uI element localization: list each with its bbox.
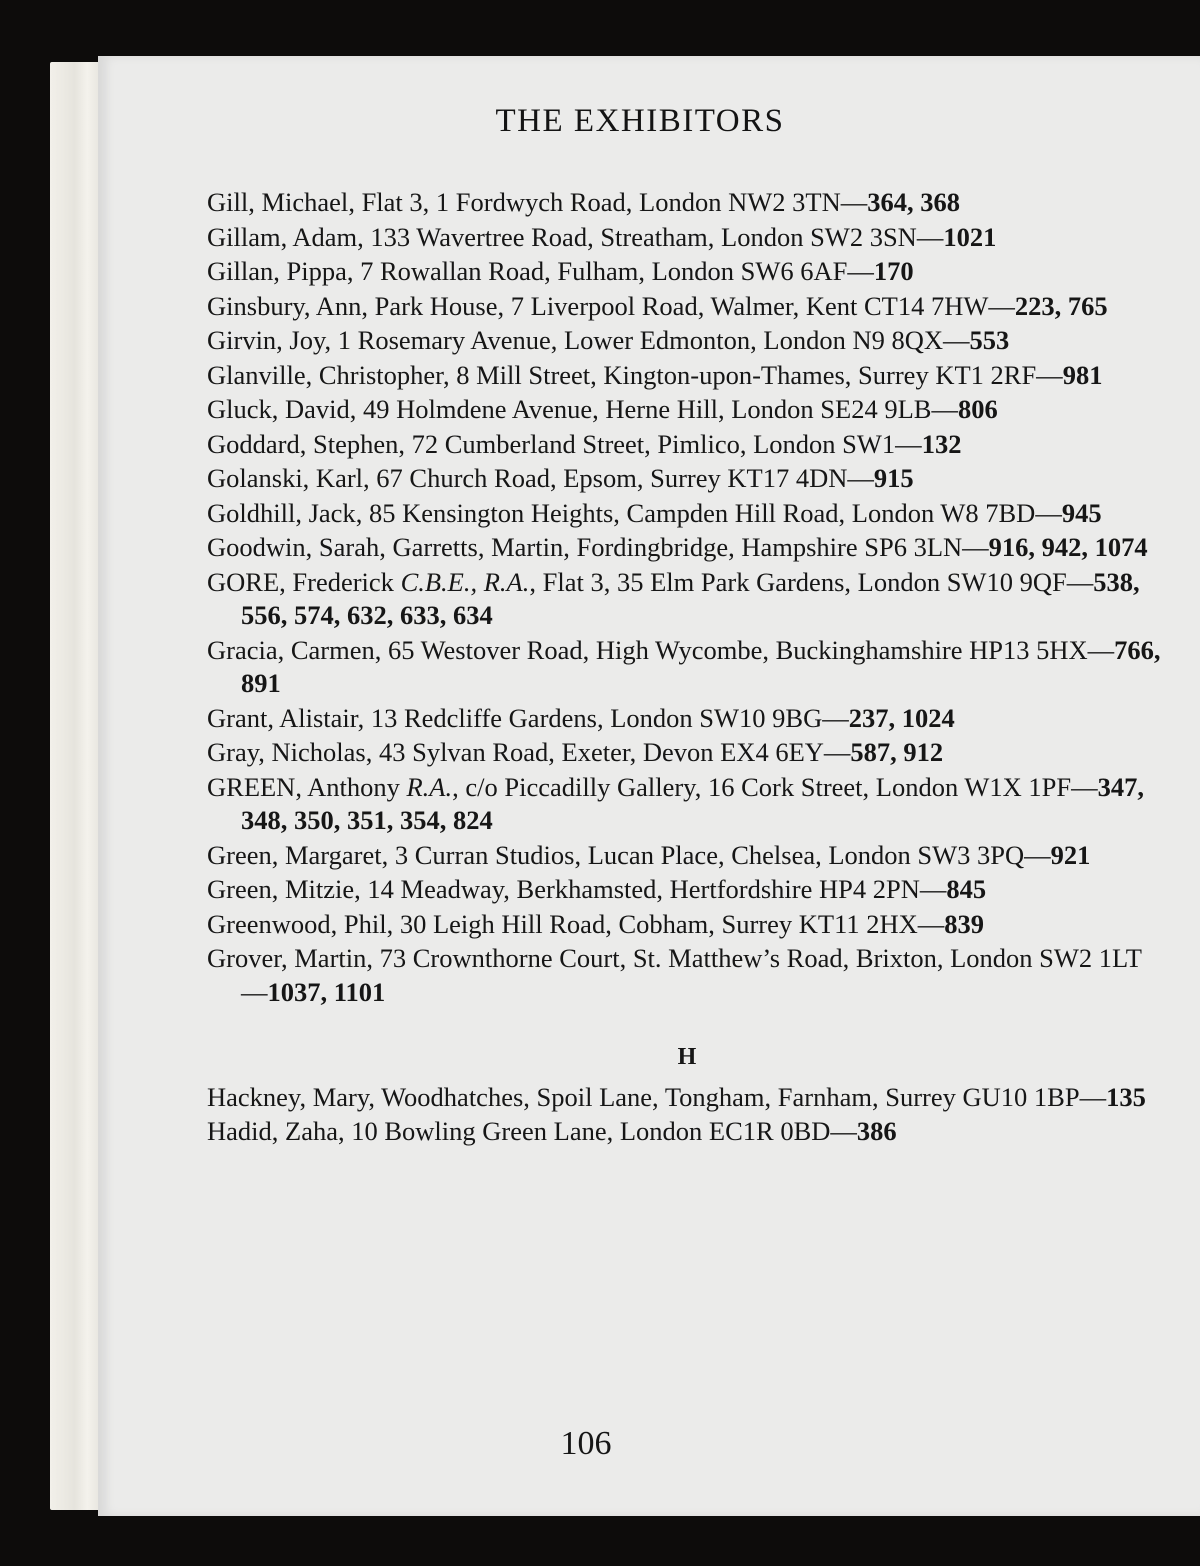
exhibitor-entry	[207, 428, 1167, 462]
catalogue-numbers: 587, 912	[850, 737, 944, 767]
exhibitor-entry	[207, 531, 1167, 565]
exhibitor-entry	[207, 702, 1167, 736]
catalogue-numbers: 766, 891	[241, 634, 1161, 698]
exhibitor-entry	[207, 221, 1167, 255]
exhibitor-name: Girvin, Joy	[207, 325, 325, 355]
exhibitor-list	[207, 186, 1167, 1150]
catalogue-numbers: 916, 942, 1074	[988, 532, 1148, 562]
exhibitor-honours: R.A.	[406, 771, 453, 802]
page-title: THE EXHIBITORS	[495, 103, 785, 139]
exhibitor-name: Hackney, Mary	[207, 1081, 369, 1112]
exhibitor-name: Ginsbury, Ann	[207, 290, 362, 321]
catalogue-numbers: 915	[873, 463, 914, 493]
catalogue-numbers: 132	[921, 428, 962, 459]
catalogue-numbers: 170	[873, 256, 914, 286]
catalogue-numbers: 845	[946, 874, 987, 904]
catalogue-numbers: 135	[1106, 1081, 1146, 1112]
exhibitor-address: , 1 Rosemary Avenue, Lower Edmonton, London N9 8QX—	[324, 325, 970, 355]
exhibitor-name: Gracia, Carmen	[207, 634, 375, 665]
exhibitor-address: , 43 Sylvan Road, Exeter, Devon EX4 6EY—	[365, 737, 851, 767]
exhibitor-entry	[207, 324, 1167, 358]
exhibitor-entry	[207, 359, 1167, 393]
page-number	[0, 1425, 1200, 1463]
exhibitor-entry	[207, 736, 1167, 770]
exhibitor-name: Golanski, Karl	[207, 463, 364, 493]
exhibitor-name: Gluck, David	[207, 394, 350, 424]
exhibitor-entry	[207, 873, 1167, 907]
catalogue-numbers: 1021	[943, 221, 997, 252]
catalogue-numbers: 364, 368	[867, 187, 960, 217]
exhibitor-address: , 10 Bowling Green Lane, London EC1R 0BD—	[337, 1116, 857, 1146]
exhibitor-entry	[207, 186, 1167, 220]
exhibitor-name: Hadid, Zaha	[207, 1116, 338, 1146]
exhibitor-address: , 3 Curran Studios, Lucan Place, Chelsea, London SW3 3PQ—	[381, 839, 1051, 870]
exhibitor-address: , Woodhatches, Spoil Lane, Tongham, Farnham, Surrey GU10 1BP—	[368, 1081, 1107, 1112]
exhibitor-address: , 133 Wavertree Road, Streatham, London SW2 3SN—	[357, 221, 944, 252]
exhibitor-name: Grant, Alistair	[207, 702, 358, 733]
exhibitor-name: Gray, Nicholas	[207, 737, 366, 767]
exhibitor-address: , Park House, 7 Liverpool Road, Walmer, Kent CT14 7HW—	[361, 290, 1015, 321]
exhibitor-address: , Flat 3, 35 Elm Park Gardens, London SW10 9QF—	[529, 566, 1094, 597]
exhibitor-address: , Flat 3, 1 Fordwych Road, London NW2 3TN—	[348, 187, 868, 217]
exhibitor-address: , 65 Westover Road, High Wycombe, Buckinghamshire HP13 5HX—	[374, 634, 1115, 665]
exhibitor-name: Grover, Martin	[207, 943, 367, 973]
exhibitor-address: , Garretts, Martin, Fordingbridge, Hampshire SP6 3LN—	[379, 532, 989, 562]
exhibitor-entry	[207, 566, 1167, 633]
exhibitor-name: Green, Margaret	[207, 839, 382, 870]
catalogue-numbers: 1037, 1101	[267, 976, 386, 1007]
exhibitor-address: , 30 Leigh Hill Road, Cobham, Surrey KT11 2HX—	[386, 908, 945, 939]
catalogue-numbers: 223, 765	[1014, 290, 1108, 321]
exhibitor-entry	[207, 771, 1167, 838]
exhibitor-entry	[207, 290, 1167, 324]
catalogue-numbers: 806	[957, 394, 998, 424]
exhibitor-address: , 67 Church Road, Epsom, Surrey KT17 4DN—	[363, 463, 874, 493]
catalogue-numbers: 538, 556, 574, 632, 633, 634	[241, 566, 1140, 630]
exhibitor-address: , 8 Mill Street, Kington-upon-Thames, Surrey KT1 2RF—	[442, 359, 1063, 390]
exhibitor-name: GORE, Frederick	[207, 566, 401, 597]
catalogue-numbers: 347, 348, 350, 351, 354, 824	[241, 771, 1144, 835]
exhibitor-address: , 13 Redcliffe Gardens, London SW10 9BG—	[357, 702, 849, 733]
exhibitor-name: Goddard, Stephen	[207, 428, 399, 459]
exhibitor-address: , 49 Holmdene Avenue, Herne Hill, London SE24 9LB—	[349, 394, 958, 424]
exhibitor-honours: C.B.E., R.A.	[400, 566, 530, 597]
exhibitor-address: , 72 Cumberland Street, Pimlico, London SW1—	[398, 428, 922, 459]
exhibitor-entry	[207, 1115, 1167, 1149]
exhibitor-entry	[207, 839, 1167, 873]
exhibitor-name: Goodwin, Sarah	[207, 532, 380, 562]
exhibitor-entry	[207, 908, 1167, 942]
catalogue-numbers: 386	[856, 1116, 897, 1146]
exhibitor-address: , 73 Crownthorne Court, St. Matthew’s Road, Brixton, London SW2 1LT—	[241, 943, 1142, 1007]
exhibitor-address: , 7 Rowallan Road, Fulham, London SW6 6AF—	[346, 256, 874, 286]
catalogue-numbers: 553	[969, 325, 1010, 355]
exhibitor-entry	[207, 1081, 1167, 1115]
exhibitor-address: , c/o Piccadilly Gallery, 16 Cork Street, London W1X 1PF—	[452, 771, 1098, 802]
catalogue-numbers: 945	[1061, 497, 1102, 528]
exhibitor-address: , 14 Meadway, Berkhamsted, Hertfordshire HP4 2PN—	[354, 874, 947, 904]
exhibitor-name: Gillam, Adam	[207, 221, 358, 252]
exhibitor-name: Gill, Michael	[207, 187, 349, 217]
catalogue-numbers: 237, 1024	[848, 702, 955, 733]
exhibitor-name: Green, Mitzie	[207, 874, 355, 904]
exhibitor-name: Goldhill, Jack	[207, 497, 356, 528]
exhibitor-name: Greenwood, Phil	[207, 908, 387, 939]
exhibitor-entry	[207, 462, 1167, 496]
exhibitor-entry	[207, 942, 1167, 1009]
section-heading-h: H	[677, 1044, 697, 1070]
exhibitor-address: , 85 Kensington Heights, Campden Hill Road, London W8 7BD—	[355, 497, 1062, 528]
exhibitor-name: GREEN, Anthony	[207, 771, 407, 802]
exhibitor-name: Glanville, Christopher	[207, 359, 443, 390]
page-number-text: 106	[560, 1425, 612, 1462]
catalogue-numbers: 839	[944, 908, 985, 939]
catalogue-numbers: 981	[1062, 359, 1103, 390]
catalogue-numbers: 921	[1050, 839, 1091, 870]
exhibitor-entry	[207, 634, 1167, 701]
exhibitor-entry	[207, 255, 1167, 289]
exhibitor-name: Gillan, Pippa	[207, 256, 347, 286]
exhibitor-entry	[207, 393, 1167, 427]
exhibitor-entry	[207, 497, 1167, 531]
